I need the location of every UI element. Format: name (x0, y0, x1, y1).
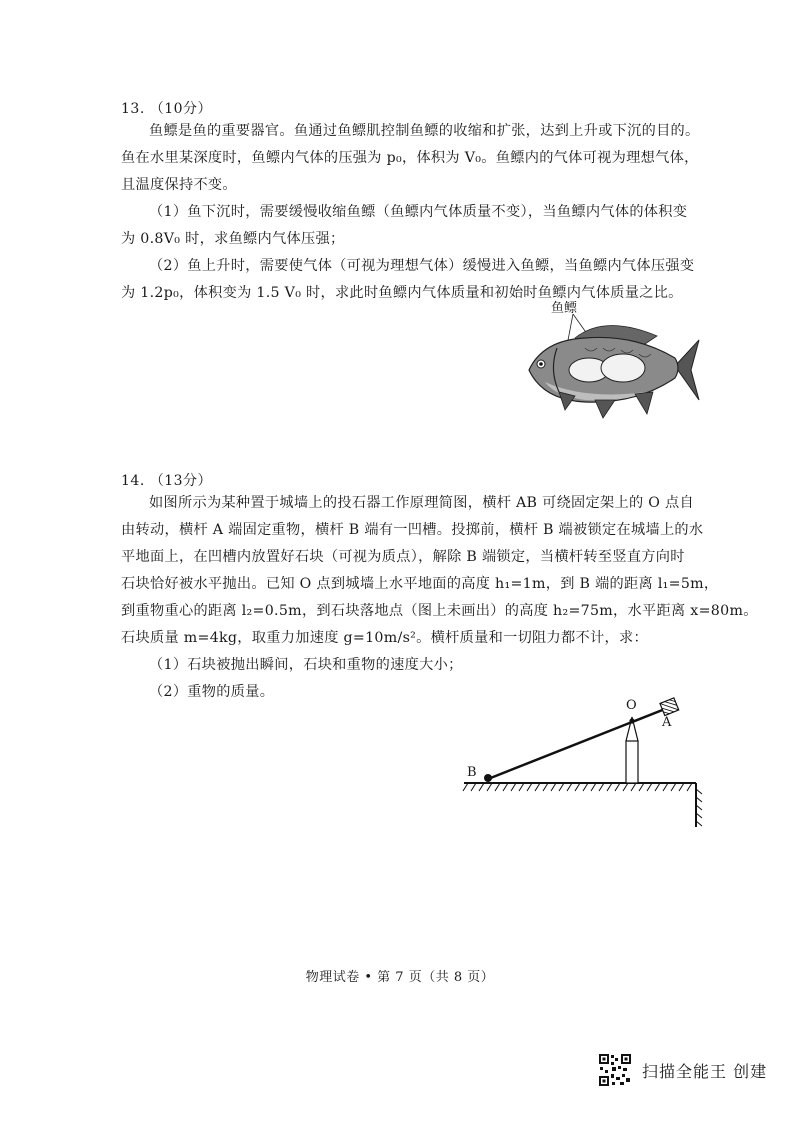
q13-part2-line: 为 1.2p₀，体积变为 1.5 V₀ 时，求此时鱼鳔内气体质量和初始时鱼鳔内气体质量之比。 (121, 285, 683, 301)
q13-intro-line: 鱼鳔是鱼的重要器官。鱼通过鱼鳔肌控制鱼鳔的收缩和扩张，达到上升或下沉的目的。 (149, 123, 700, 139)
q14-part2: （2）重物的质量。 (149, 684, 275, 700)
q13-intro (121, 118, 699, 199)
q13-part1-line: （1）鱼下沉时，需要缓慢收缩鱼鳔（鱼鳔内气体质量不变），当鱼鳔内气体的体积变 (149, 204, 688, 220)
q14-header: 14. （13分） (121, 473, 213, 489)
q14-intro-line: 平地面上，在凹槽内放置好石块（可视为质点），解除 B 端锁定，当横杆转至竖直方向时 (121, 549, 685, 565)
q13-intro-line: 鱼在水里某深度时，鱼鳔内气体的压强为 p₀，体积为 V₀。鱼鳔内的气体可视为理想气体， (121, 150, 699, 166)
label-a: A (662, 715, 672, 730)
page-footer: 物理试卷 • 第 7 页（共 8 页） (305, 970, 495, 985)
fish-figure (525, 296, 700, 420)
scanner-watermark (598, 1053, 778, 1089)
label-b: B (467, 765, 477, 780)
q14-intro-line: 到重物重心的距离 l₂=0.5m，到石块落地点（图上未画出）的高度 h₂=75m，水平距离 x=80m。 (121, 603, 758, 619)
scanner-stamp-text: 扫描全能王 创建 (642, 1062, 768, 1081)
q13-part1-line: 为 0.8V₀ 时，求鱼鳔内气体压强； (121, 231, 345, 247)
q13-header: 13. （10分） (121, 101, 213, 117)
q14-intro-line: 由转动，横杆 A 端固定重物，横杆 B 端有一凹槽。投掷前，横杆 B 端被锁定在城墙上的水 (121, 522, 704, 538)
swim-bladder-label: 鱼鳔 (551, 301, 578, 316)
q14-intro-line: 石块恰好被水平抛出。已知 O 点到城墙上水平地面的高度 h₁=1m，到 B 端的距离 l₁=5m， (121, 576, 719, 592)
q14-part1: （1）石块被抛出瞬间，石块和重物的速度大小； (149, 657, 463, 673)
q13-part1 (121, 199, 699, 253)
q13-intro-line: 且温度保持不变。 (121, 177, 237, 193)
label-o: O (626, 698, 637, 713)
qr-code-icon (598, 1053, 632, 1087)
q13-part2-line: （2）鱼上升时，需要使气体（可视为理想气体）缓慢进入鱼鳔，当鱼鳔内气体压强变 (149, 258, 695, 274)
q14-intro (121, 490, 758, 652)
q14-intro-line: 石块质量 m=4kg，取重力加速度 g=10m/s²。横杆质量和一切阻力都不计，求： (121, 630, 648, 646)
q14-intro-line: 如图所示为某种置于城墙上的投石器工作原理简图，横杆 AB 可绕固定架上的 O 点自 (149, 495, 695, 511)
